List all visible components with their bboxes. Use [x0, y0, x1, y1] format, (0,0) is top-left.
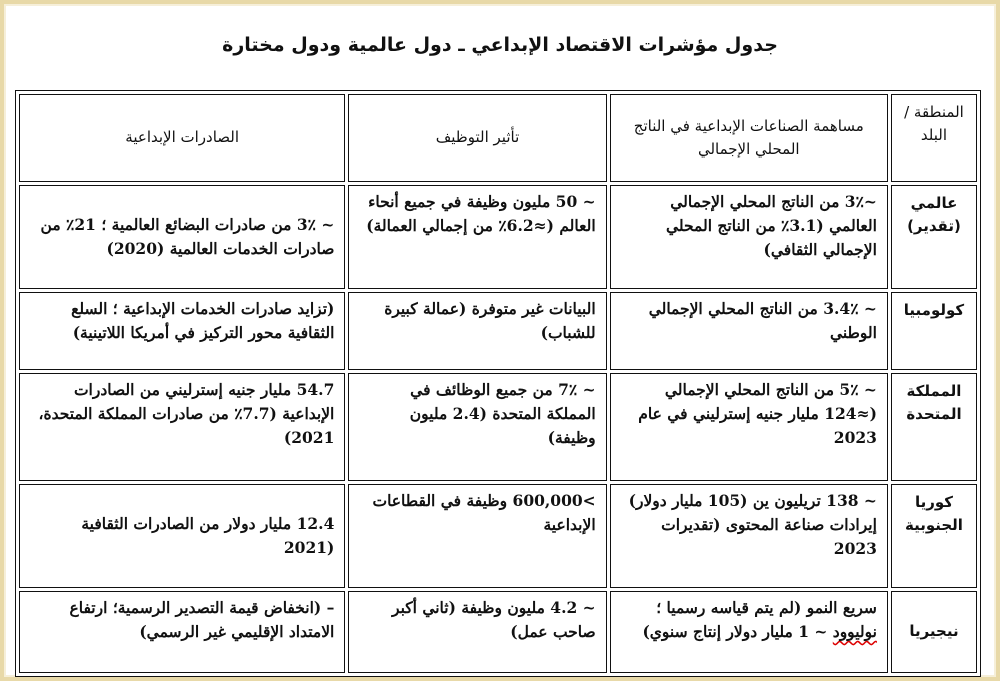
cell-region: كوريا الجنوبية: [891, 484, 977, 588]
cell-exports: – (انخفاض قيمة التصدير الرسمية؛ ارتفاع الامتداد الإقليمي غير الرسمي): [19, 591, 345, 673]
table-row: [19, 185, 977, 289]
table-row: [19, 484, 977, 588]
table-row: [19, 591, 977, 673]
table-row: [19, 373, 977, 481]
cell-gdp-text-end: ~ 1 مليار دولار إنتاج سنوي): [642, 622, 833, 642]
cell-employment: >600,000 وظيفة في القطاعات الإبداعية: [348, 484, 606, 588]
table-row: [19, 292, 977, 370]
cell-employment: ~ 7٪ من جميع الوظائف في المملكة المتحدة (2.4 مليون وظيفة): [348, 373, 606, 481]
cell-employment: ~ 4.2 مليون وظيفة (ثاني أكبر صاحب عمل): [348, 591, 606, 673]
cell-region: المملكة المتحدة: [891, 373, 977, 481]
cell-gdp: ~3٪ من الناتج المحلي الإجمالي العالمي (3.1٪ من الناتج المحلي الإجمالي الثقافي): [610, 185, 888, 289]
cell-employment: البيانات غير متوفرة (عمالة كبيرة للشباب): [348, 292, 606, 370]
cell-gdp: [610, 591, 888, 673]
header-region: المنطقة / البلد: [891, 94, 977, 182]
cell-employment: ~ 50 مليون وظيفة في جميع أنحاء العالم (≈6.2٪ من إجمالي العمالة): [348, 185, 606, 289]
cell-exports: 12.4 مليار دولار من الصادرات الثقافية (2021: [19, 484, 345, 588]
cell-region: كولومبيا: [891, 292, 977, 370]
indicators-table: [15, 90, 981, 677]
header-employment: تأثير التوظيف: [348, 94, 606, 182]
header-gdp: مساهمة الصناعات الإبداعية في الناتج المحلي الإجمالي: [610, 94, 888, 182]
misspelled-word: نوليوود: [832, 622, 877, 642]
cell-gdp: ~ 5٪ من الناتج المحلي الإجمالي (≈124 مليار جنيه إسترليني في عام 2023: [610, 373, 888, 481]
document-page: [6, 6, 994, 675]
cell-gdp-text: سريع النمو (لم يتم قياسه رسميا ؛: [656, 598, 877, 617]
page-title: جدول مؤشرات الاقتصاد الإبداعي ـ دول عالمية ودول مختارة: [222, 34, 778, 56]
header-exports: الصادرات الإبداعية: [19, 94, 345, 182]
cell-region: نيجيريا: [891, 591, 977, 673]
table-header-row: [19, 94, 977, 182]
cell-gdp: ~ 3.4٪ من الناتج المحلي الإجمالي الوطني: [610, 292, 888, 370]
cell-region: عالمي (تقدير): [891, 185, 977, 289]
cell-exports: ~ 3٪ من صادرات البضائع العالمية ؛ 21٪ من صادرات الخدمات العالمية (2020): [19, 185, 345, 289]
cell-gdp: ~ 138 تريليون ين (105 مليار دولار) إيرادات صناعة المحتوى (تقديرات 2023: [610, 484, 888, 588]
cell-exports: 54.7 مليار جنيه إسترليني من الصادرات الإبداعية (7.7٪ من صادرات المملكة المتحدة، 2021): [19, 373, 345, 481]
cell-exports: (تزايد صادرات الخدمات الإبداعية ؛ السلع الثقافية محور التركيز في أمريكا اللاتينية): [19, 292, 345, 370]
